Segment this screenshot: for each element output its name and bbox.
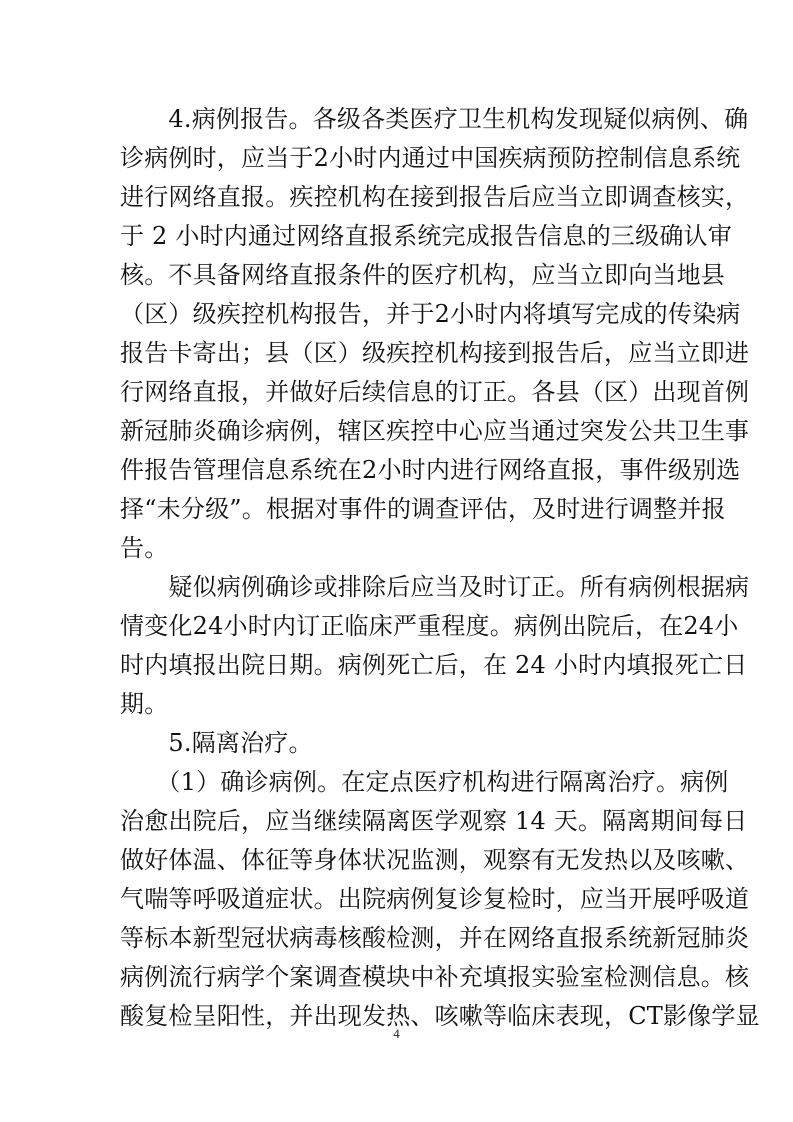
section-heading: 5.隔离治疗。: [120, 729, 313, 757]
paragraph-line: 时内填报出院日期。病例死亡后，在 24 小时内填报死亡日: [120, 651, 748, 679]
paragraph-line: 酸复检呈阳性，并出现发热、咳嗽等临床表现，CT影像学显: [120, 1002, 760, 1030]
paragraph-line: 治愈出院后，应当继续隔离医学观察 14 天。隔离期间每日: [120, 807, 748, 835]
paragraph-line: （区）级疾控机构报告，并于2小时内将填写完成的传染病: [120, 300, 741, 328]
paragraph-line: 诊病例时，应当于2小时内通过中国疾病预防控制信息系统: [120, 144, 741, 172]
paragraph-line: 病例流行病学个案调查模块中补充填报实验室检测信息。核: [120, 963, 750, 991]
page-number: 4: [393, 1026, 400, 1041]
paragraph-line: 疑似病例确诊或排除后应当及时订正。所有病例根据病: [120, 573, 750, 601]
paragraph-line: 于 2 小时内通过网络直报系统完成报告信息的三级确认审: [120, 222, 732, 250]
paragraph-line: 行网络直报，并做好后续信息的订正。各县（区）出现首例: [120, 378, 750, 406]
paragraph-line: 新冠肺炎确诊病例，辖区疾控中心应当通过突发公共卫生事: [120, 417, 750, 445]
paragraph-line: 报告卡寄出；县（区）级疾控机构接到报告后，应当立即进: [120, 339, 750, 367]
paragraph-line: 核。不具备网络直报条件的医疗机构，应当立即向当地县: [120, 261, 725, 289]
paragraph-line: 择“未分级”。根据对事件的调查评估，及时进行调整并报: [120, 495, 726, 523]
paragraph-line: 等标本新型冠状病毒核酸检测，并在网络直报系统新冠肺炎: [120, 924, 750, 952]
paragraph-line: 4.病例报告。各级各类医疗卫生机构发现疑似病例、确: [120, 105, 749, 133]
paragraph-line: 气喘等呼吸道症状。出院病例复诊复检时，应当开展呼吸道: [120, 885, 750, 913]
paragraph-line: 件报告管理信息系统在2小时内进行网络直报，事件级别选: [120, 456, 741, 484]
paragraph-line: 做好体温、体征等身体状况监测，观察有无发热以及咳嗽、: [120, 846, 750, 874]
paragraph-line: 进行网络直报。疾控机构在接到报告后应当立即调查核实，: [120, 183, 750, 211]
paragraph-line: 期。: [120, 690, 169, 718]
paragraph-line: 情变化24小时内订正临床严重程度。病例出院后，在24小: [120, 612, 739, 640]
paragraph-line: 告。: [120, 534, 169, 562]
paragraph-line: （1）确诊病例。在定点医疗机构进行隔离治疗。病例: [120, 768, 729, 796]
